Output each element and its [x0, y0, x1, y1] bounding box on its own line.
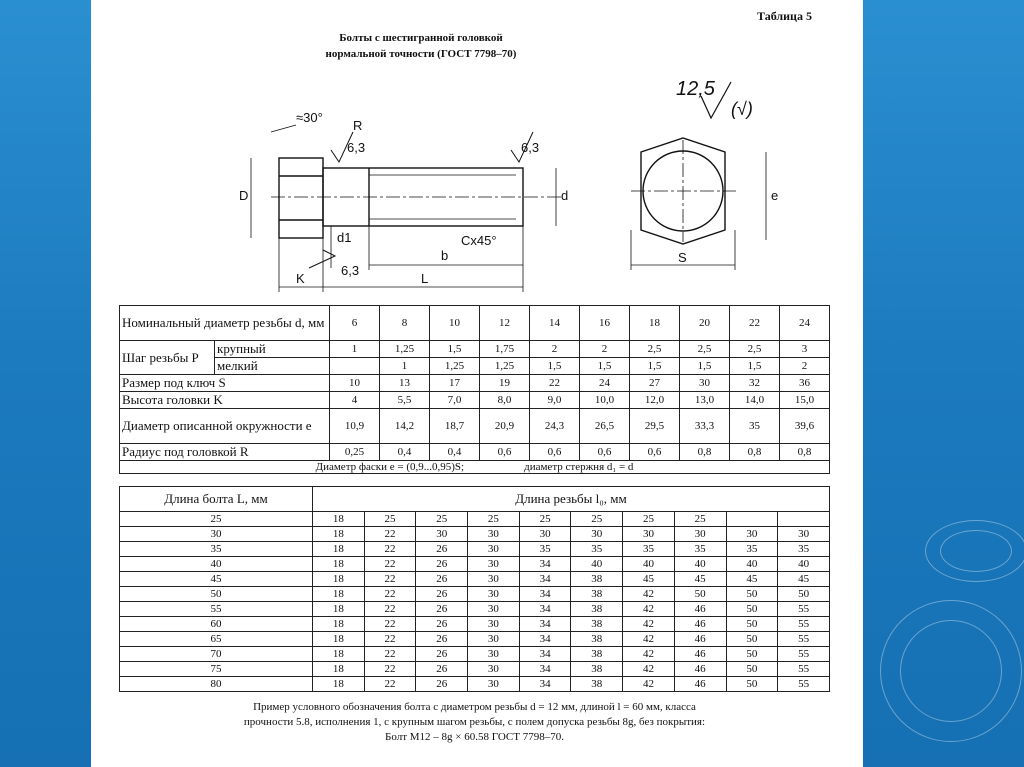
coarse-cell: 2,5: [730, 341, 780, 358]
thread-length-cell: 34: [519, 647, 571, 662]
thread-length-cell: 34: [519, 617, 571, 632]
bolt-length-cell: 65: [120, 632, 313, 647]
s-row-cell: 32: [730, 375, 780, 392]
length-row: [120, 617, 830, 632]
thread-length-cell: 22: [364, 542, 416, 557]
dim-L: L: [421, 271, 429, 286]
thread-length-cell: 18: [313, 542, 365, 557]
formula-row: [120, 461, 830, 474]
thread-length-cell: 26: [416, 602, 468, 617]
s-row-cell: 17: [430, 375, 480, 392]
note-line-3: Болт М12 – 8g × 60.58 ГОСТ 7798–70.: [385, 731, 564, 743]
thread-length-cell: 30: [468, 677, 520, 692]
roughness-general: 12,5: [676, 78, 715, 100]
r-row: [120, 444, 830, 461]
bolt-length-cell: 70: [120, 647, 313, 662]
thread-length-cell: 22: [364, 632, 416, 647]
e-row-cell: 10,9: [330, 409, 380, 444]
length-row: [120, 647, 830, 662]
s-row-cell: 36: [780, 375, 830, 392]
thread-length-cell: 34: [519, 662, 571, 677]
thread-length-cell: [726, 512, 778, 527]
diameter-cell: 12: [480, 306, 530, 341]
thread-length-cell: 55: [778, 647, 830, 662]
roughness-thread: 6,3: [521, 140, 540, 155]
thread-length-cell: 30: [726, 527, 778, 542]
thread-length-cell: 18: [313, 632, 365, 647]
length-row: [120, 632, 830, 647]
note-line-2: прочности 5.8, исполнения 1, с крупным шагом резьбы, с полем допуска резьбы 8g, без покрытия:: [243, 716, 706, 728]
thread-length-cell: 22: [364, 677, 416, 692]
thread-length-cell: 26: [416, 587, 468, 602]
diameter-cell: 22: [730, 306, 780, 341]
thread-length-cell: 50: [726, 647, 778, 662]
thread-length-cell: 30: [416, 527, 468, 542]
thread-length-cell: 30: [468, 617, 520, 632]
formula-note-1: Диаметр фаски e = (0,9...0,95)S;: [315, 461, 465, 473]
document-sheet: [91, 0, 863, 767]
thread-length-cell: 40: [623, 557, 675, 572]
thread-length-cell: 38: [571, 617, 623, 632]
dim-K: K: [296, 271, 305, 286]
e-row-cell: 18,7: [430, 409, 480, 444]
thread-length-cell: 45: [623, 572, 675, 587]
chamfer-label: Cx45°: [461, 233, 497, 248]
s-row-cell: 30: [680, 375, 730, 392]
thread-length-cell: 55: [778, 632, 830, 647]
dim-d: d: [561, 188, 569, 203]
dim-S: S: [678, 250, 687, 265]
thread-length-cell: 18: [313, 587, 365, 602]
fine-cell: 1,5: [530, 358, 580, 375]
thread-length-cell: 35: [674, 542, 726, 557]
s-row-cell: 27: [630, 375, 680, 392]
radius-label: R: [353, 118, 363, 133]
thread-length-cell: 42: [623, 677, 675, 692]
thread-length-cell: 45: [674, 572, 726, 587]
thread-length-cell: 25: [416, 512, 468, 527]
thread-length-cell: 38: [571, 572, 623, 587]
thread-length-cell: 25: [364, 512, 416, 527]
k-row: [120, 392, 830, 409]
r-row-label: Радиус под головкой R: [120, 444, 330, 461]
thread-length-cell: 50: [778, 587, 830, 602]
angle-label: ≈30°: [296, 110, 323, 125]
thread-length-cell: 22: [364, 662, 416, 677]
s-row: [120, 375, 830, 392]
thread-length-cell: 34: [519, 632, 571, 647]
thread-length-cell: 26: [416, 572, 468, 587]
coarse-cell: 2,5: [680, 341, 730, 358]
k-row-cell: 7,0: [430, 392, 480, 409]
dim-e: e: [771, 188, 779, 203]
bolt-head: [279, 158, 323, 238]
thread-length-cell: 55: [778, 617, 830, 632]
r-row-cell: 0,4: [380, 444, 430, 461]
thread-length-cell: 46: [674, 662, 726, 677]
thread-length-cell: 55: [778, 662, 830, 677]
thread-length-cell: 26: [416, 662, 468, 677]
bolt-length-cell: 40: [120, 557, 313, 572]
thread-length-cell: 30: [519, 527, 571, 542]
thread-length-cell: 30: [623, 527, 675, 542]
bolt-length-cell: 60: [120, 617, 313, 632]
thread-length-cell: 34: [519, 677, 571, 692]
thread-length-cell: 18: [313, 677, 365, 692]
title-line-1: Болты с шестигранной головкой: [339, 32, 503, 44]
thread-length-cell: 38: [571, 632, 623, 647]
diameter-cell: 8: [380, 306, 430, 341]
bolt-length-cell: 35: [120, 542, 313, 557]
thread-length-cell: 26: [416, 632, 468, 647]
roughness-head: 6,3: [347, 140, 366, 155]
fine-cell: 1,5: [630, 358, 680, 375]
length-col-header: Длина болта L, мм: [120, 487, 313, 512]
thread-length-cell: 38: [571, 647, 623, 662]
s-row-cell: 13: [380, 375, 430, 392]
fine-cell: 1,5: [680, 358, 730, 375]
e-row-cell: 35: [730, 409, 780, 444]
diameter-cell: 10: [430, 306, 480, 341]
thread-length-cell: 26: [416, 677, 468, 692]
formula-note: [120, 461, 830, 474]
thread-length-cell: 26: [416, 617, 468, 632]
thread-length-cell: 30: [468, 602, 520, 617]
length-row: [120, 542, 830, 557]
k-row-cell: 8,0: [480, 392, 530, 409]
thread-length-cell: 50: [726, 662, 778, 677]
diameter-cell: 16: [580, 306, 630, 341]
thread-length-cell: 55: [778, 677, 830, 692]
thread-length-cell: 30: [468, 572, 520, 587]
thread-length-cell: 18: [313, 602, 365, 617]
thread-length-cell: 46: [674, 602, 726, 617]
length-row: [120, 587, 830, 602]
pitch-coarse-row: [120, 341, 830, 358]
e-row-cell: 29,5: [630, 409, 680, 444]
thread-length-cell: 50: [674, 587, 726, 602]
e-row-cell: 14,2: [380, 409, 430, 444]
thread-length-cell: [778, 512, 830, 527]
coarse-cell: 1: [330, 341, 380, 358]
thread-length-cell: 35: [519, 542, 571, 557]
length-row: [120, 677, 830, 692]
fine-cell: 1: [380, 358, 430, 375]
thread-length-cell: 30: [468, 557, 520, 572]
thread-length-cell: 25: [468, 512, 520, 527]
r-row-cell: 0,6: [480, 444, 530, 461]
thread-length-cell: 42: [623, 587, 675, 602]
bolt-length-cell: 55: [120, 602, 313, 617]
thread-length-cell: 55: [778, 602, 830, 617]
bolt-length-cell: 75: [120, 662, 313, 677]
e-row-cell: 26,5: [580, 409, 630, 444]
k-row-cell: 4: [330, 392, 380, 409]
thread-length-cell: 18: [313, 617, 365, 632]
pitch-label: Шаг резьбы P: [120, 341, 215, 375]
k-row-cell: 13,0: [680, 392, 730, 409]
designation-example: [119, 700, 830, 745]
spec-table: [119, 305, 830, 474]
thread-length-cell: 26: [416, 557, 468, 572]
s-row-cell: 10: [330, 375, 380, 392]
length-row: [120, 662, 830, 677]
thread-length-cell: 50: [726, 587, 778, 602]
spec-header-row: [120, 306, 830, 341]
thread-length-cell: 40: [571, 557, 623, 572]
r-row-cell: 0,6: [580, 444, 630, 461]
fine-cell: 1,25: [480, 358, 530, 375]
coarse-cell: 2,5: [630, 341, 680, 358]
length-row: [120, 512, 830, 527]
bolt-length-cell: 50: [120, 587, 313, 602]
thread-length-cell: 45: [778, 572, 830, 587]
thread-length-cell: 18: [313, 572, 365, 587]
thread-length-cell: 50: [726, 602, 778, 617]
thread-length-cell: 38: [571, 587, 623, 602]
e-row: [120, 409, 830, 444]
r-row-cell: 0,6: [630, 444, 680, 461]
k-row-cell: 14,0: [730, 392, 780, 409]
thread-length-cell: 35: [571, 542, 623, 557]
thread-length-cell: 34: [519, 557, 571, 572]
k-row-cell: 9,0: [530, 392, 580, 409]
thread-length-cell: 22: [364, 587, 416, 602]
bolt-length-cell: 30: [120, 527, 313, 542]
r-row-cell: 0,8: [730, 444, 780, 461]
thread-length-cell: 25: [571, 512, 623, 527]
thread-length-cell: 18: [313, 512, 365, 527]
thread-length-cell: 38: [571, 662, 623, 677]
dim-d1: d1: [337, 230, 352, 245]
thread-length-cell: 26: [416, 542, 468, 557]
ripple-decoration: [925, 520, 1024, 582]
coarse-cell: 2: [580, 341, 630, 358]
s-row-cell: 22: [530, 375, 580, 392]
s-row-label: Размер под ключ S: [120, 375, 330, 392]
thread-length-cell: 30: [674, 527, 726, 542]
thread-length-cell: 45: [726, 572, 778, 587]
thread-length-cell: 34: [519, 602, 571, 617]
e-row-cell: 39,6: [780, 409, 830, 444]
table-number: Таблица 5: [757, 9, 812, 23]
thread-length-cell: 46: [674, 647, 726, 662]
length-row: [120, 602, 830, 617]
thread-length-cell: 22: [364, 557, 416, 572]
k-row-cell: 15,0: [780, 392, 830, 409]
thread-length-cell: 34: [519, 572, 571, 587]
thread-length-cell: 30: [778, 527, 830, 542]
thread-length-cell: 18: [313, 527, 365, 542]
title-line-2: нормальной точности (ГОСТ 7798–70): [325, 48, 517, 60]
k-row-cell: 5,5: [380, 392, 430, 409]
s-row-cell: 24: [580, 375, 630, 392]
r-row-cell: 0,8: [780, 444, 830, 461]
thread-length-cell: 18: [313, 662, 365, 677]
thread-length-cell: 46: [674, 632, 726, 647]
thread-length-cell: 22: [364, 527, 416, 542]
pitch-fine-row: [120, 358, 830, 375]
thread-length-cell: 42: [623, 662, 675, 677]
diameter-cell: 24: [780, 306, 830, 341]
thread-length-cell: 30: [468, 632, 520, 647]
thread-length-table: [119, 486, 830, 692]
k-row-cell: 10,0: [580, 392, 630, 409]
e-row-cell: 20,9: [480, 409, 530, 444]
thread-length-cell: 38: [571, 602, 623, 617]
e-row-cell: 33,3: [680, 409, 730, 444]
thread-length-cell: 30: [571, 527, 623, 542]
thread-length-cell: 25: [674, 512, 726, 527]
thread-length-cell: 26: [416, 647, 468, 662]
dim-D: D: [239, 188, 249, 203]
spec-header-label: Номинальный диаметр резьбы d, мм: [120, 306, 330, 341]
bolt-drawing: [91, 0, 863, 300]
k-row-label: Высота головки K: [120, 392, 330, 409]
fine-label: мелкий: [215, 358, 330, 375]
e-row-cell: 24,3: [530, 409, 580, 444]
diameter-cell: 14: [530, 306, 580, 341]
thread-length-cell: 30: [468, 527, 520, 542]
thread-length-cell: 22: [364, 617, 416, 632]
bolt-length-cell: 80: [120, 677, 313, 692]
length-row: [120, 557, 830, 572]
thread-length-cell: 30: [468, 542, 520, 557]
fine-cell: 1,25: [430, 358, 480, 375]
thread-length-cell: 50: [726, 677, 778, 692]
thread-length-cell: 30: [468, 647, 520, 662]
note-line-1: Пример условного обозначения болта с диаметром резьбы d = 12 мм, длиной l = 60 мм, класса: [253, 701, 696, 713]
thread-length-cell: 50: [726, 617, 778, 632]
thread-length-cell: 40: [726, 557, 778, 572]
thread-length-cell: 22: [364, 602, 416, 617]
thread-length-cell: 22: [364, 572, 416, 587]
thread-length-cell: 40: [674, 557, 726, 572]
formula-note-2: диаметр стержня d₁ = d: [524, 461, 634, 473]
thread-length-cell: 42: [623, 617, 675, 632]
coarse-cell: 1,5: [430, 341, 480, 358]
thread-length-cell: 35: [726, 542, 778, 557]
thread-length-cell: 25: [623, 512, 675, 527]
thread-col-header: Длина резьбы l₀, мм: [313, 487, 830, 512]
thread-length-cell: 35: [623, 542, 675, 557]
thread-length-cell: 46: [674, 617, 726, 632]
dim-b: b: [441, 248, 449, 263]
r-row-cell: 0,8: [680, 444, 730, 461]
roughness-side: 6,3: [341, 263, 360, 278]
e-row-label: Диаметр описанной окружности e: [120, 409, 330, 444]
thread-length-cell: 38: [571, 677, 623, 692]
thread-length-cell: 50: [726, 632, 778, 647]
thread-length-cell: 30: [468, 662, 520, 677]
thread-length-cell: 18: [313, 557, 365, 572]
roughness-paren: (√): [731, 99, 753, 119]
diameter-cell: 20: [680, 306, 730, 341]
coarse-cell: 1,25: [380, 341, 430, 358]
ripple-decoration: [900, 620, 1002, 722]
thread-length-cell: 18: [313, 647, 365, 662]
bolt-length-cell: 25: [120, 512, 313, 527]
fine-cell: 2: [780, 358, 830, 375]
length-row: [120, 527, 830, 542]
fine-cell: 1,5: [730, 358, 780, 375]
diameter-cell: 6: [330, 306, 380, 341]
r-row-cell: 0,4: [430, 444, 480, 461]
fine-cell: [330, 358, 380, 375]
length-row: [120, 572, 830, 587]
coarse-cell: 1,75: [480, 341, 530, 358]
coarse-cell: 2: [530, 341, 580, 358]
thread-length-cell: 30: [468, 587, 520, 602]
thread-length-cell: 25: [519, 512, 571, 527]
thread-length-cell: 22: [364, 647, 416, 662]
thread-length-cell: 35: [778, 542, 830, 557]
thread-length-cell: 46: [674, 677, 726, 692]
coarse-cell: 3: [780, 341, 830, 358]
fine-cell: 1,5: [580, 358, 630, 375]
s-row-cell: 19: [480, 375, 530, 392]
thread-length-cell: 40: [778, 557, 830, 572]
coarse-label: крупный: [215, 341, 330, 358]
thread-length-cell: 42: [623, 602, 675, 617]
thread-length-cell: 34: [519, 587, 571, 602]
thread-length-cell: 42: [623, 632, 675, 647]
k-row-cell: 12,0: [630, 392, 680, 409]
diameter-cell: 18: [630, 306, 680, 341]
thread-length-cell: 42: [623, 647, 675, 662]
bolt-length-cell: 45: [120, 572, 313, 587]
r-row-cell: 0,25: [330, 444, 380, 461]
r-row-cell: 0,6: [530, 444, 580, 461]
